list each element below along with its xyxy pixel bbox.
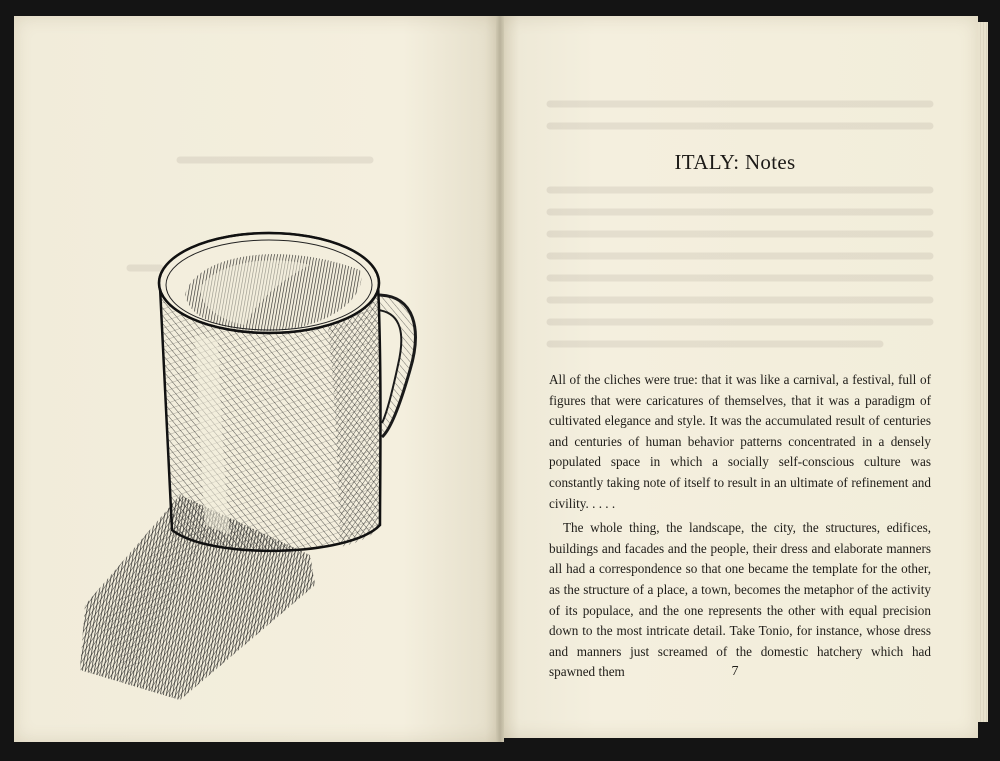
mug-illustration <box>60 225 430 705</box>
body-text <box>549 370 931 683</box>
page-number: 7 <box>731 664 739 679</box>
paragraph-1: All of the cliches were true: that it was like a carnival, a festival, full of figures that were caricatures of themselves, that it was a paradigm of cultivated elegance and style. It was the accumulated result of centuries and centuries of human behavior patterns concentrated in a densely populated space in which a socially self-conscious culture was constantly taking note of itself to result in an ultimate of refinement and civility. . . . . <box>549 372 931 511</box>
paragraph-2: The whole thing, the landscape, the city, the structures, edifices, buildings and facades and the people, their dress and elaborate manners all had a correspondence so that one became the template for the other, as the structure of a place, a town, becomes the metaphor of the activity of its populace, and the one represents the other with equal precision down to the most intricate detail. Take Tonio, for instance, whose dress and manners just screamed of the domestic hatchery which had spawned them <box>549 520 931 680</box>
chapter-title: ITALY: Notes <box>674 150 796 174</box>
